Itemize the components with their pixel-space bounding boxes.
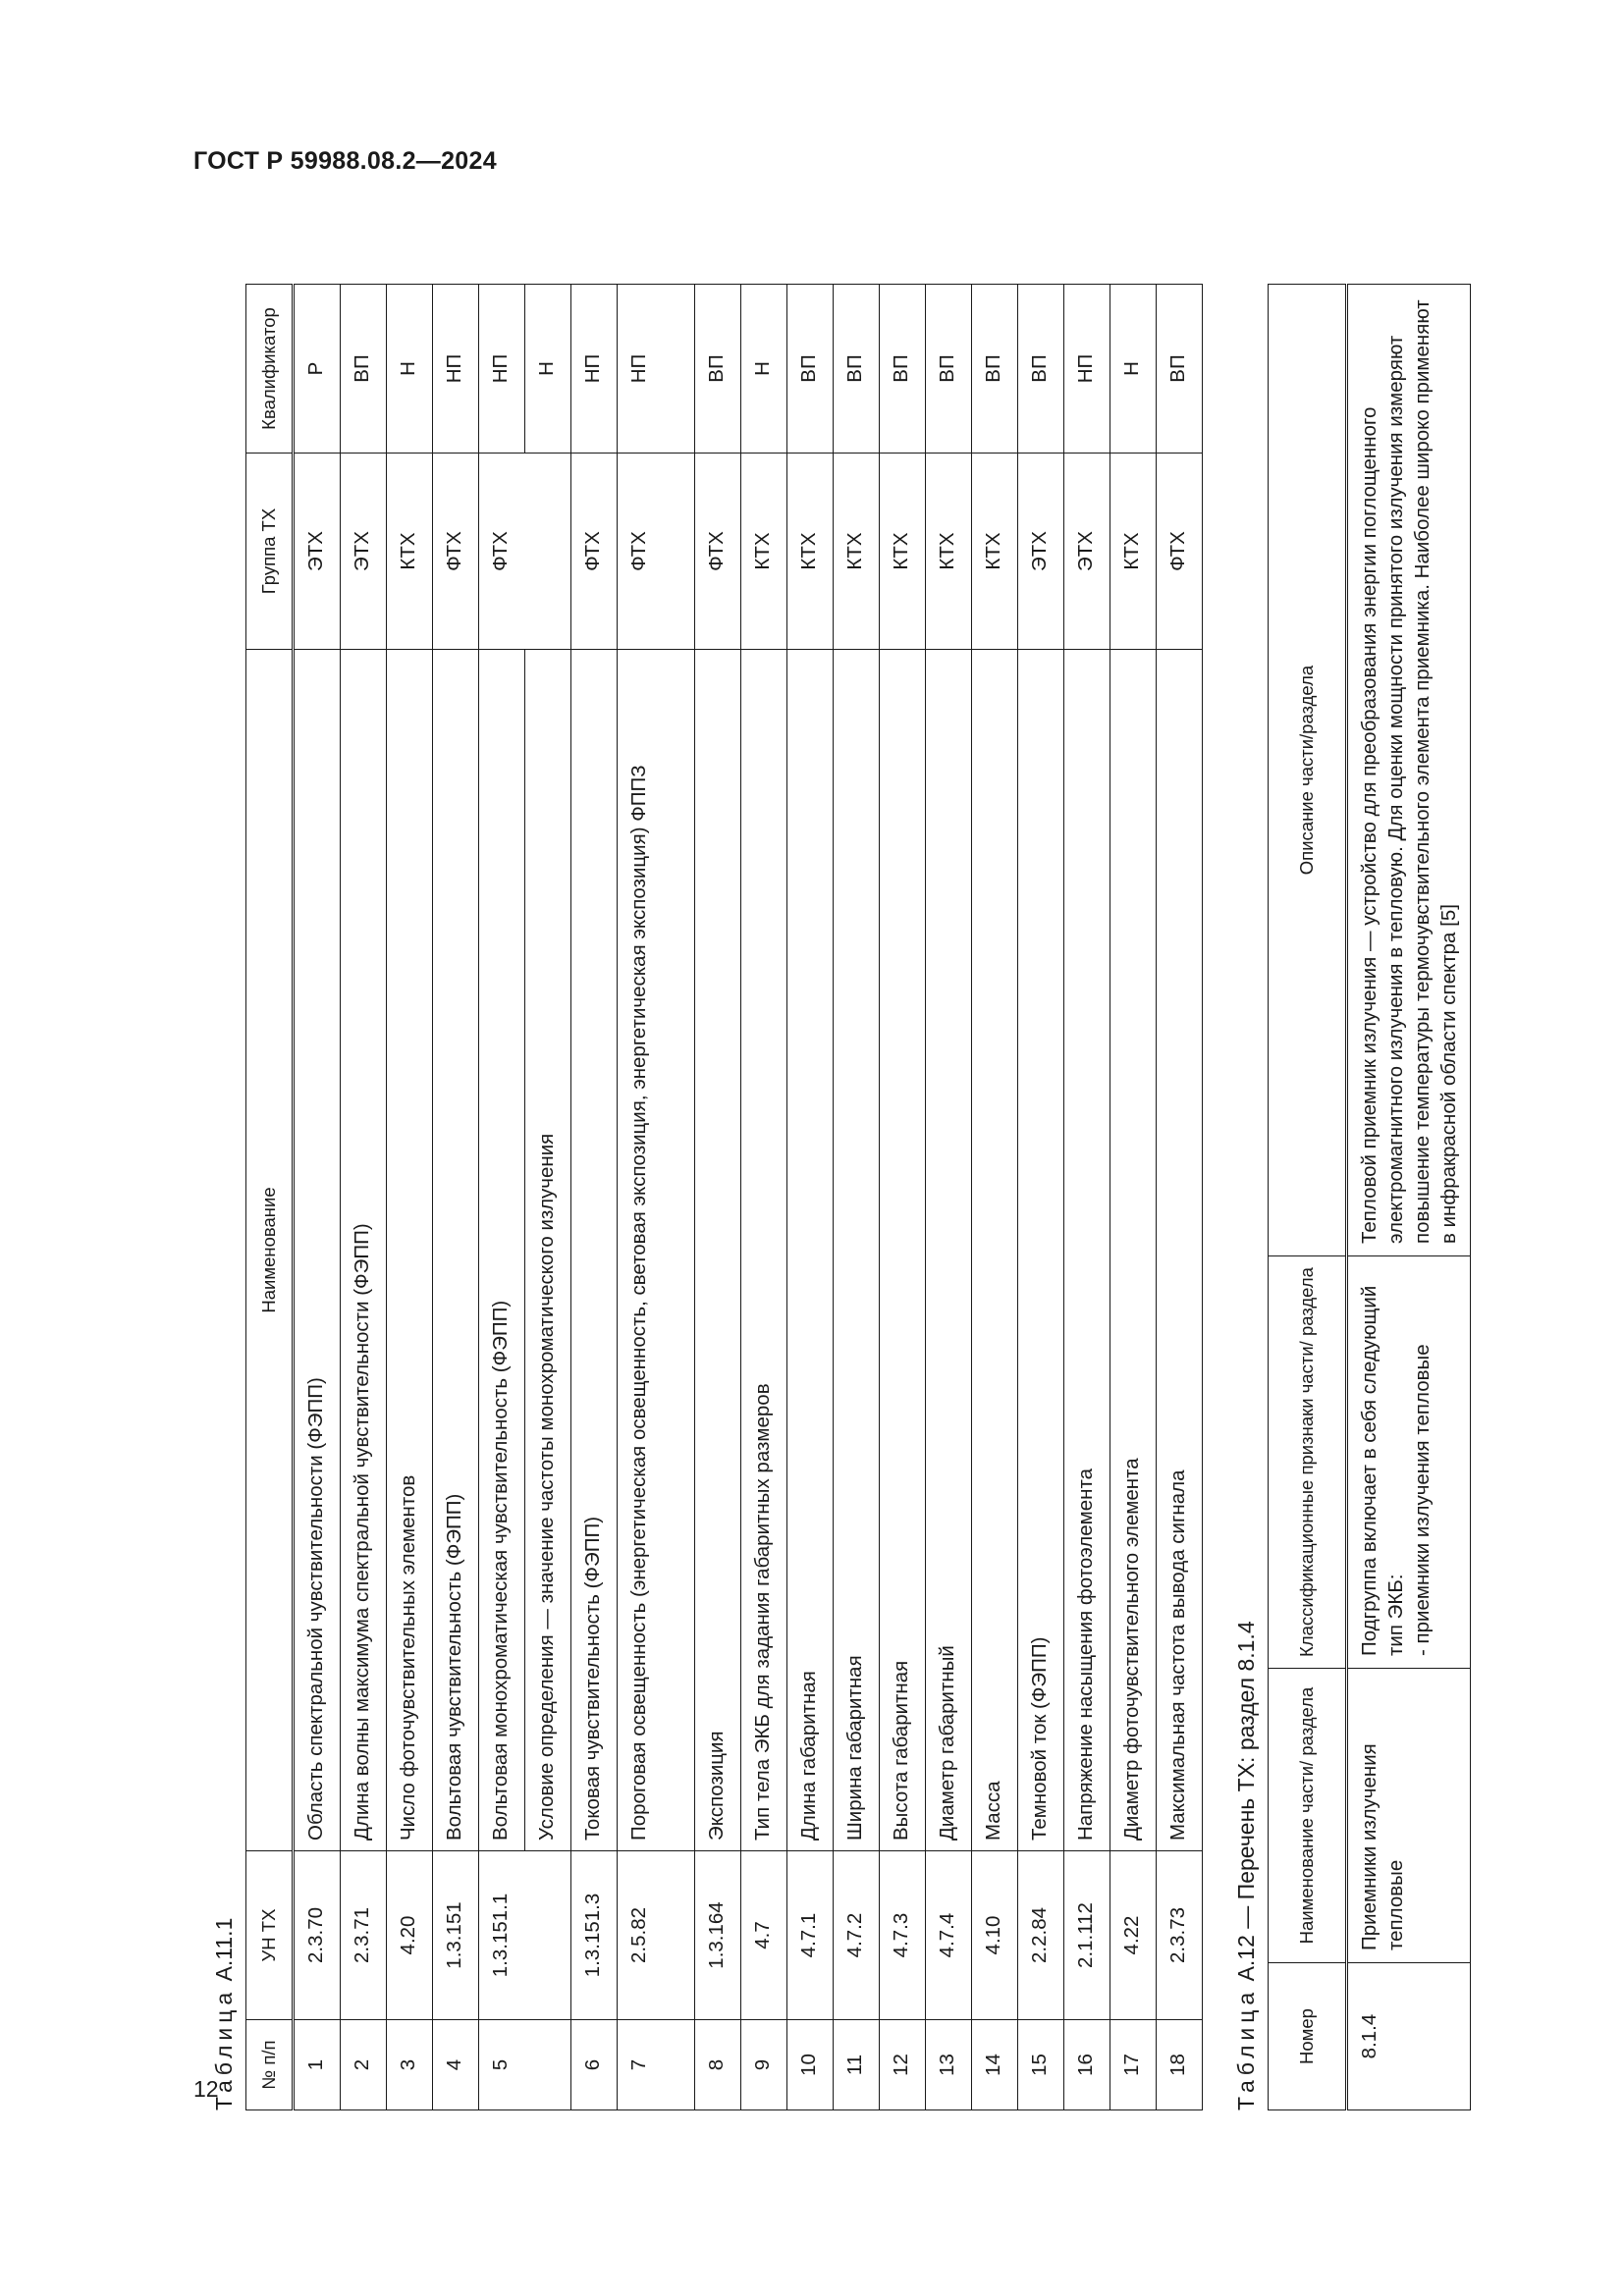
col-header-code: УН ТХ [246,1851,294,2020]
cell-group: КТХ [387,454,433,650]
cell-group: КТХ [972,454,1018,650]
cell-qualifier: ВП [1157,285,1203,454]
cell-group: КТХ [880,454,926,650]
caption-id: А.11.1 [211,1917,237,1982]
cell-name: Область спектральной чувствительности (ФЭПП) [294,650,341,1851]
cell-number: 5 [479,2020,571,2110]
cell-code: 2.2.84 [1018,1851,1064,2020]
cell-group: КТХ [926,454,972,650]
cell-qualifier: ВП [972,285,1018,454]
cell-section-number: 8.1.4 [1347,1963,1471,2110]
cell-code: 4.7.1 [787,1851,834,2020]
cell-name: Вольтовая монохроматическая чувствительность (ФЭПП) [479,650,525,1851]
table-a12 [1268,284,1471,2110]
cell-number: 9 [741,2020,787,2110]
cell-code: 1.3.151 [433,1851,479,2020]
cell-number: 15 [1018,2020,1064,2110]
rotated-landscape-content [206,69,1502,2110]
table-row [972,285,1018,2110]
cell-code: 2.5.82 [618,1851,695,2020]
cell-code: 2.3.71 [341,1851,387,2020]
cell-qualifier: НП [618,285,695,454]
table-header-row [246,285,294,2110]
table-a11-1-caption [206,69,245,2110]
table-row [1110,285,1157,2110]
table-row [618,285,695,2110]
cell-qualifier: ВП [834,285,880,454]
cell-number: 14 [972,2020,1018,2110]
table-row [1018,285,1064,2110]
cell-qualifier: ВП [695,285,741,454]
col-header-group: Группа ТХ [246,454,294,650]
cell-code: 4.7.4 [926,1851,972,2020]
cell-name: Ширина габаритная [834,650,880,1851]
table-row [387,285,433,2110]
col-header-features: Классификационные признаки части/ раздела [1269,1256,1347,1669]
cell-group: ЭТХ [294,454,341,650]
cell-qualifier: НП [433,285,479,454]
cell-code: 2.3.73 [1157,1851,1203,2020]
cell-group: КТХ [834,454,880,650]
table-row [571,285,618,2110]
caption-rest: А.12 — Перечень ТХ: раздел 8.1.4 [1233,1621,1259,1982]
table-row [294,285,341,2110]
table-row [880,285,926,2110]
table-row [926,285,972,2110]
cell-number: 2 [341,2020,387,2110]
cell-group: ЭТХ [341,454,387,650]
cell-group: КТХ [787,454,834,650]
cell-group: ФТХ [1157,454,1203,650]
page-number: 12 [193,2076,219,2102]
cell-name: Максимальная частота вывода сигнала [1157,650,1203,1851]
cell-code: 4.20 [387,1851,433,2020]
cell-group: ЭТХ [1018,454,1064,650]
cell-name: Пороговая освещенность (энергетическая освещенность, световая экспозиция, энергетическая экспозиция) ФППЗ [618,650,695,1851]
cell-group: ФТХ [571,454,618,650]
table-a12-caption [1228,69,1268,2110]
cell-number: 1 [294,2020,341,2110]
cell-qualifier: ВП [926,285,972,454]
cell-number: 16 [1064,2020,1110,2110]
table-row [834,285,880,2110]
cell-code: 4.10 [972,1851,1018,2020]
table-header-row [1269,285,1347,2110]
cell-group: КТХ [741,454,787,650]
cell-number: 10 [787,2020,834,2110]
cell-code: 4.7 [741,1851,787,2020]
table-row [741,285,787,2110]
cell-code: 1.3.151.1 [479,1851,571,2020]
cell-qualifier: ВП [880,285,926,454]
cell-number: 6 [571,2020,618,2110]
cell-group: ЭТХ [1064,454,1110,650]
table-row [433,285,479,2110]
cell-code: 4.22 [1110,1851,1157,2020]
cell-code: 1.3.151.3 [571,1851,618,2020]
col-header-section-name: Наименование части/ раздела [1269,1669,1347,1963]
cell-qualifier: Р [294,285,341,454]
cell-number: 4 [433,2020,479,2110]
cell-number: 17 [1110,2020,1157,2110]
cell-name: Диаметр фоточувствительного элемента [1110,650,1157,1851]
cell-section-name: Приемники излучения тепловые [1347,1669,1471,1963]
cell-number: 3 [387,2020,433,2110]
table-row [1157,285,1203,2110]
cell-name: Диаметр габаритный [926,650,972,1851]
cell-section-features [1347,1256,1471,1669]
col-header-qualifier: Квалификатор [246,285,294,454]
cell-qualifier: ВП [787,285,834,454]
cell-group: КТХ [1110,454,1157,650]
table-row [695,285,741,2110]
cell-name: Тип тела ЭКБ для задания габаритных размеров [741,650,787,1851]
col-header-number: № п/п [246,2020,294,2110]
table-row [1347,285,1471,2110]
cell-section-description: Тепловой приемник излучения — устройство для преобразования энергии поглощенного электромагнитного излучения в тепловую. Для оценки мощности принятого излучения измеряют повышение температуры термочувствительного элемента приемника. Наиболее широко применяют в инфракрасной области спектра [5] [1347,285,1471,1256]
table-a11-1 [245,284,1203,2110]
cell-name: Экспозиция [695,650,741,1851]
cell-code: 4.7.2 [834,1851,880,2020]
col-header-number: Номер [1269,1963,1347,2110]
cell-qualifier: Н [387,285,433,454]
cell-number: 13 [926,2020,972,2110]
cell-name: Масса [972,650,1018,1851]
cell-code: 1.3.164 [695,1851,741,2020]
cell-qualifier: ВП [1018,285,1064,454]
cell-code: 2.3.70 [294,1851,341,2020]
cell-name: Число фоточувствительных элементов [387,650,433,1851]
table-row [341,285,387,2110]
table-row [787,285,834,2110]
cell-code: 2.1.112 [1064,1851,1110,2020]
cell-name: Длина габаритная [787,650,834,1851]
cell-name: Длина волны максимума спектральной чувствительности (ФЭПП) [341,650,387,1851]
cell-name: Напряжение насыщения фотоэлемента [1064,650,1110,1851]
cell-number: 8 [695,2020,741,2110]
cell-number: 7 [618,2020,695,2110]
features-line: - приемники излучения тепловые [1411,1344,1434,1656]
cell-number: 18 [1157,2020,1203,2110]
cell-qualifier: НП [1064,285,1110,454]
cell-qualifier: Н [525,285,571,454]
table-row [1064,285,1110,2110]
cell-name: Токовая чувствительность (ФЭПП) [571,650,618,1851]
col-header-description: Описание части/раздела [1269,285,1347,1256]
table-row [479,285,525,2110]
cell-name: Условие определения — значение частоты монохроматического излучения [525,650,571,1851]
cell-group: ФТХ [695,454,741,650]
cell-name: Высота габаритная [880,650,926,1851]
cell-qualifier: ВП [341,285,387,454]
caption-prefix: Таблица [1233,1987,1259,2110]
document-header-title: ГОСТ Р 59988.08.2—2024 [193,147,497,175]
cell-number: 12 [880,2020,926,2110]
cell-number: 11 [834,2020,880,2110]
caption-prefix: Таблица [211,1987,237,2110]
cell-qualifier: НП [479,285,525,454]
cell-name: Вольтовая чувствительность (ФЭПП) [433,650,479,1851]
features-line: Подгруппа включает в себя следующий тип ЭКБ: [1358,1285,1407,1656]
cell-group: ФТХ [479,454,571,650]
cell-code: 4.7.3 [880,1851,926,2020]
cell-qualifier: Н [741,285,787,454]
cell-group: ФТХ [433,454,479,650]
cell-qualifier: Н [1110,285,1157,454]
col-header-name: Наименование [246,650,294,1851]
cell-group: ФТХ [618,454,695,650]
cell-qualifier: НП [571,285,618,454]
cell-name: Темновой ток (ФЭПП) [1018,650,1064,1851]
